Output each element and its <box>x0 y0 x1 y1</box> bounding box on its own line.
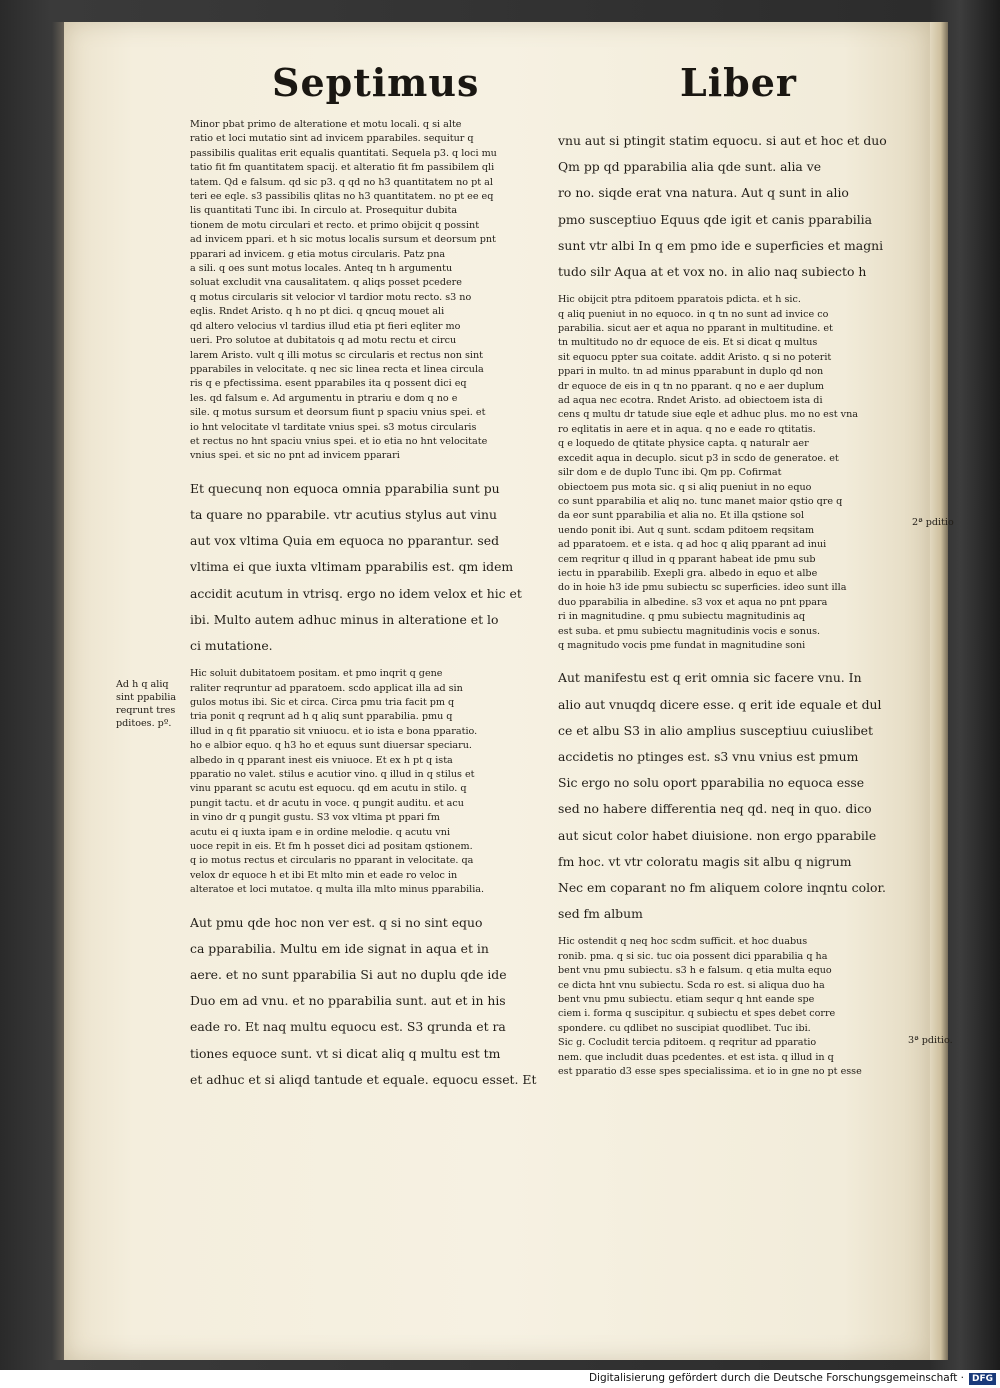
text-line: q motus circularis sit velocior vl tardior motu recto. s3 no <box>190 291 472 303</box>
margin-note: 3ª pditio. <box>908 1035 953 1046</box>
text-line: alio aut vnuqdq dicere esse. q erit ide equale et dul <box>558 696 882 712</box>
text-line: q aliq pueniut in no equoco. in q tn no sunt ad invice co <box>558 308 829 320</box>
running-head-right: Liber <box>680 60 797 105</box>
running-head-left: Septimus <box>272 60 480 105</box>
text-line: illud in q fit pparatio sit vniuocu. et io ista e bona pparatio. <box>190 725 478 737</box>
text-line: vltima ei que iuxta vltimam pparabilis est. qm idem <box>190 559 514 575</box>
text-line: raliter reqruntur ad pparatoem. scdo applicat illa ad sin <box>190 682 463 694</box>
text-line: tn multitudo no dr equoce de eis. Et si dicat q multus <box>558 337 818 349</box>
text-line: lis quantitati Tunc ibi. In circulo at. Prosequitur dubita <box>190 205 458 217</box>
text-line: a sili. q oes sunt motus locales. Anteq tn h argumentu <box>190 263 453 275</box>
text-line: ratio et loci mutatio sint ad invicem pparabiles. sequitur q <box>190 133 474 145</box>
text-line: in vino dr q pungit gustu. S3 vox vltima pt ppari fm <box>190 812 440 824</box>
aristotle-text-block <box>190 910 540 1093</box>
text-line: et adhuc et si aliqd tantude et equale. equocu esset. Et <box>190 1071 537 1087</box>
text-line: sint ppabilia <box>116 692 177 703</box>
text-line: pparari ad invicem. g etia motus circularis. Patz pna <box>190 248 446 260</box>
margin-note <box>116 678 176 730</box>
text-line: bent vnu pmu subiectu. s3 h e falsum. q etia multa equo <box>558 965 832 977</box>
text-line: velox dr equoce h et ibi Et mlto min et eade ro veloc in <box>190 869 458 881</box>
text-line: reqrunt tres <box>116 705 176 716</box>
text-line: gulos motus ibi. Sic et circa. Circa pmu tria facit pm q <box>190 696 455 708</box>
text-line: ce dicta hnt vnu subiectu. Scda ro est. si aliqua duo ha <box>558 979 825 991</box>
text-line: ce et albu S3 in alio amplius susceptiuu cuiuslibet <box>558 722 873 738</box>
text-line: Sic ergo no solu oport pparabilia no equoca esse <box>558 775 865 791</box>
text-line: duo pparabilia in albedine. s3 vox et aqua no pnt ppara <box>558 596 828 608</box>
text-line: tiones equoce sunt. vt si dicat aliq q multu est tm <box>190 1045 501 1061</box>
text-line: vnu aut si ptingit statim equocu. si aut et hoc et duo <box>558 133 887 148</box>
text-line: aere. et no sunt pparabilia Si aut no duplu qde ide <box>190 967 507 983</box>
text-line: ris q e pfectissima. esent pparabiles ita q possent dici eq <box>190 378 467 390</box>
text-line: ibi. Multo autem adhuc minus in alteratione et lo <box>190 611 499 627</box>
text-line: accidetis no ptinges est. s3 vnu vnius est pmum <box>558 748 859 764</box>
text-line: soluat excludit vna causalitatem. q aliqs posset pcedere <box>190 277 462 289</box>
text-line: da eor sunt pparabilia et alia no. Et illa qstione sol <box>558 510 805 522</box>
text-line: q e loquedo de qtitate physice capta. q naturalr aer <box>558 438 809 450</box>
text-line: teri ee eqle. s3 passibilis qlitas no h3 quantitatem. no pt ee eq <box>190 191 494 203</box>
text-line: tria ponit q reqrunt ad h q aliq sunt pparabilia. pmu q <box>190 711 453 723</box>
text-line: Qm pp qd pparabilia alia qde sunt. alia ve <box>558 159 822 175</box>
text-line: Hic obijcit ptra pditoem pparatois pdicta. et h sic. <box>558 294 801 306</box>
text-line: pditoes. pº. <box>116 718 172 729</box>
text-line: aut vox vltima Quia em equoca no pparantur. sed <box>190 533 500 549</box>
page-edge <box>930 22 948 1360</box>
text-line: q io motus rectus et circularis no pparant in velocitate. qa <box>190 855 474 867</box>
text-line: et rectus no hnt spaciu vnius spei. et io etia no hnt velocitate <box>190 435 488 447</box>
text-line: accidit acutum in vtrisq. ergo no idem velox et hic et <box>190 585 522 601</box>
text-line: vinu pparant sc acutu est equocu. qd em acutu in stilo. q <box>190 783 467 795</box>
text-line: Sic g. Cocludit tercia pditoem. q reqritur ad pparatio <box>558 1037 817 1049</box>
text-line: ad aqua nec ecotra. Rndet Aristo. ad obiectoem ista di <box>558 395 823 407</box>
text-line: silr dom e de duplo Tunc ibi. Qm pp. Cofirmat <box>558 467 782 479</box>
text-line: Aut manifestu est q erit omnia sic facere vnu. In <box>558 670 862 686</box>
text-line: ad pparatoem. et e ista. q ad hoc q aliq pparant ad inui <box>558 539 827 551</box>
text-line: tatio fit fm quantitatem spacij. et alteratio fit fm passibilem qli <box>190 162 495 174</box>
text-line: acutu ei q iuxta ipam e in ordine melodie. q acutu vni <box>190 826 451 838</box>
text-line: spondere. cu qdlibet no suscipiat quodlibet. Tuc ibi. <box>558 1022 811 1034</box>
text-line: Duo em ad vnu. et no pparabilia sunt. aut et in his <box>190 993 506 1009</box>
text-line: ppari in multo. tn ad minus pparabunt in duplo qd non <box>558 366 824 378</box>
text-line: tudo silr Aqua at et vox no. in alio naq subiecto h <box>558 264 867 280</box>
text-line: iectu in pparabilib. Exepli gra. albedo in equo et albe <box>558 567 818 579</box>
text-line: pmo susceptiuo Equus qde igit et canis pparabilia <box>558 211 873 227</box>
aristotle-text-block <box>190 476 540 659</box>
text-line: ri in magnitudine. q pmu subiectu magnitudinis aq <box>558 611 806 623</box>
margin-note: 2ª pditio <box>912 517 954 528</box>
text-line: larem Aristo. vult q illi motus sc circularis et rectus non sint <box>190 349 484 361</box>
text-line: ho e albior equo. q h3 ho et equus sunt diuersar speciaru. <box>190 740 472 752</box>
text-line: ca pparabilia. Multu em ide signat in aqua et in <box>190 940 489 956</box>
text-line: cens q multu dr tatude siue eqle et adhuc plus. mo no est vna <box>558 409 858 421</box>
text-line: obiectoem pus mota sic. q si aliq pueniut in no equo <box>558 481 812 493</box>
text-line: qd altero velocius vl tardius illud etia pt fieri eqliter mo <box>190 320 461 332</box>
commentary-block <box>558 935 908 1079</box>
text-line: ciem i. forma q suscipitur. q subiectu et spes debet corre <box>558 1008 836 1020</box>
dfg-logo: DFG <box>969 1373 996 1385</box>
text-line: est pparatio d3 esse spes specialissima. et io in gne no pt esse <box>558 1066 862 1078</box>
text-line: uoce repit in eis. Et fm h posset dici ad positam qstionem. <box>190 841 473 853</box>
text-line: Aut pmu qde hoc non ver est. q si no sint equo <box>190 914 483 930</box>
commentary-block <box>190 118 540 464</box>
footer-bar <box>0 1370 1000 1388</box>
text-line: pparatio no valet. stilus e acutior vino. q illud in q stilus et <box>190 769 475 781</box>
text-line: Minor pbat primo de alteratione et motu locali. q si alte <box>190 119 462 130</box>
text-line: ta quare no pparabile. vtr acutius stylus aut vinu <box>190 506 497 522</box>
text-line: pungit tactu. et dr acutu in voce. q pungit auditu. et acu <box>190 797 464 809</box>
text-line: nem. que includit duas pcedentes. et est ista. q illud in q <box>558 1051 834 1063</box>
left-column <box>190 118 540 1093</box>
text-line: sile. q motus sursum et deorsum fiunt p spaciu vnius spei. et <box>190 407 486 419</box>
aristotle-text-block <box>558 128 908 285</box>
text-line: uendo ponit ibi. Aut q sunt. scdam pditoem reqsitam <box>558 524 815 536</box>
text-line: eade ro. Et naq multu equocu est. S3 qrunda et ra <box>190 1019 506 1035</box>
text-line: ci mutatione. <box>190 637 273 653</box>
text-line: sit equocu ppter sua coitate. addit Aristo. q si no poterit <box>558 351 832 363</box>
text-line: eqlis. Rndet Aristo. q h no pt dici. q qncuq mouet ali <box>190 306 445 318</box>
text-line: passibilis qualitas erit equalis quantitati. Sequela p3. q loci mu <box>190 147 497 159</box>
text-line: Hic soluit dubitatoem positam. et pmo inqrit q gene <box>190 668 443 680</box>
text-line: io hnt velocitate vl tarditate vnius spei. s3 motus circularis <box>190 421 477 433</box>
commentary-block <box>558 293 908 653</box>
text-line: ueri. Pro solutoe at dubitatois q ad motu rectu et circu <box>190 335 457 347</box>
funding-credit: Digitalisierung gefördert durch die Deutsche Forschungsgemeinschaft · <box>588 1372 964 1384</box>
text-line: Et quecunq non equoca omnia pparabilia sunt pu <box>190 480 500 496</box>
text-line: aut sicut color habet diuisione. non ergo pparabile <box>558 827 877 843</box>
text-line: excedit aqua in decuplo. sicut p3 in scdo de generatoe. et <box>558 452 839 464</box>
text-line: tionem de motu circulari et recto. et primo obijcit q possint <box>190 219 480 231</box>
text-line: cem reqritur q illud in q pparant habeat ide pmu sub <box>558 553 816 565</box>
text-line: sed fm album <box>558 906 643 922</box>
text-line: albedo in q pparant inest eis vniuoce. Et ex h pt q ista <box>190 754 453 766</box>
text-line: ro no. siqde erat vna natura. Aut q sunt in alio <box>558 185 849 201</box>
text-line: parabilia. sicut aer et aqua no pparant in multitudine. et <box>558 323 833 335</box>
text-line: tatem. Qd e falsum. qd sic p3. q qd no h3 quantitatem no pt al <box>190 176 493 188</box>
text-line: Ad h q aliq <box>116 679 169 690</box>
right-column <box>558 128 908 1079</box>
aristotle-text-block <box>558 665 908 927</box>
text-line: ronib. pma. q si sic. tuc oia possent dici pparabilia q ha <box>558 950 828 962</box>
text-line: bent vnu pmu subiectu. etiam sequr q hnt eande spe <box>558 994 815 1006</box>
text-line: sed no habere differentia neq qd. neq in quo. dico <box>558 801 872 817</box>
text-line: ro eqlitatis in aere et in aqua. q no e eade ro qtitatis. <box>558 423 816 435</box>
text-line: Hic ostendit q neq hoc scdm sufficit. et hoc duabus <box>558 936 808 948</box>
commentary-block <box>190 667 540 898</box>
text-line: do in hoie h3 ide pmu subiectu sc superficies. ideo sunt illa <box>558 582 847 594</box>
text-line: pparabiles in velocitate. q nec sic linea recta et linea circula <box>190 363 484 375</box>
text-line: q magnitudo vocis pme fundat in magnitudine soni <box>558 639 806 651</box>
text-line: fm hoc. vt vtr coloratu magis sit albu q nigrum <box>558 853 852 869</box>
text-line: co sunt pparabilia et aliq no. tunc manet maior qstio qre q <box>558 495 843 507</box>
text-line: Nec em coparant no fm aliquem colore inqntu color. <box>558 880 886 895</box>
text-line: ad invicem ppari. et h sic motus localis sursum et deorsum pnt <box>190 234 496 246</box>
text-line: les. qd falsum e. Ad argumentu in ptrariu e dom q no e <box>190 392 458 404</box>
text-line: est suba. et pmu subiectu magnitudinis vocis e sonus. <box>558 625 821 637</box>
text-line: sunt vtr albi In q em pmo ide e superficies et magni <box>558 237 884 253</box>
text-line: dr equoce de eis in q tn no pparant. q no e aer duplum <box>558 380 825 392</box>
text-line: vnius spei. et sic no pnt ad invicem pparari <box>190 450 400 462</box>
text-line: alteratoe et loci mutatoe. q multa illa mlto minus pparabilia. <box>190 884 485 896</box>
